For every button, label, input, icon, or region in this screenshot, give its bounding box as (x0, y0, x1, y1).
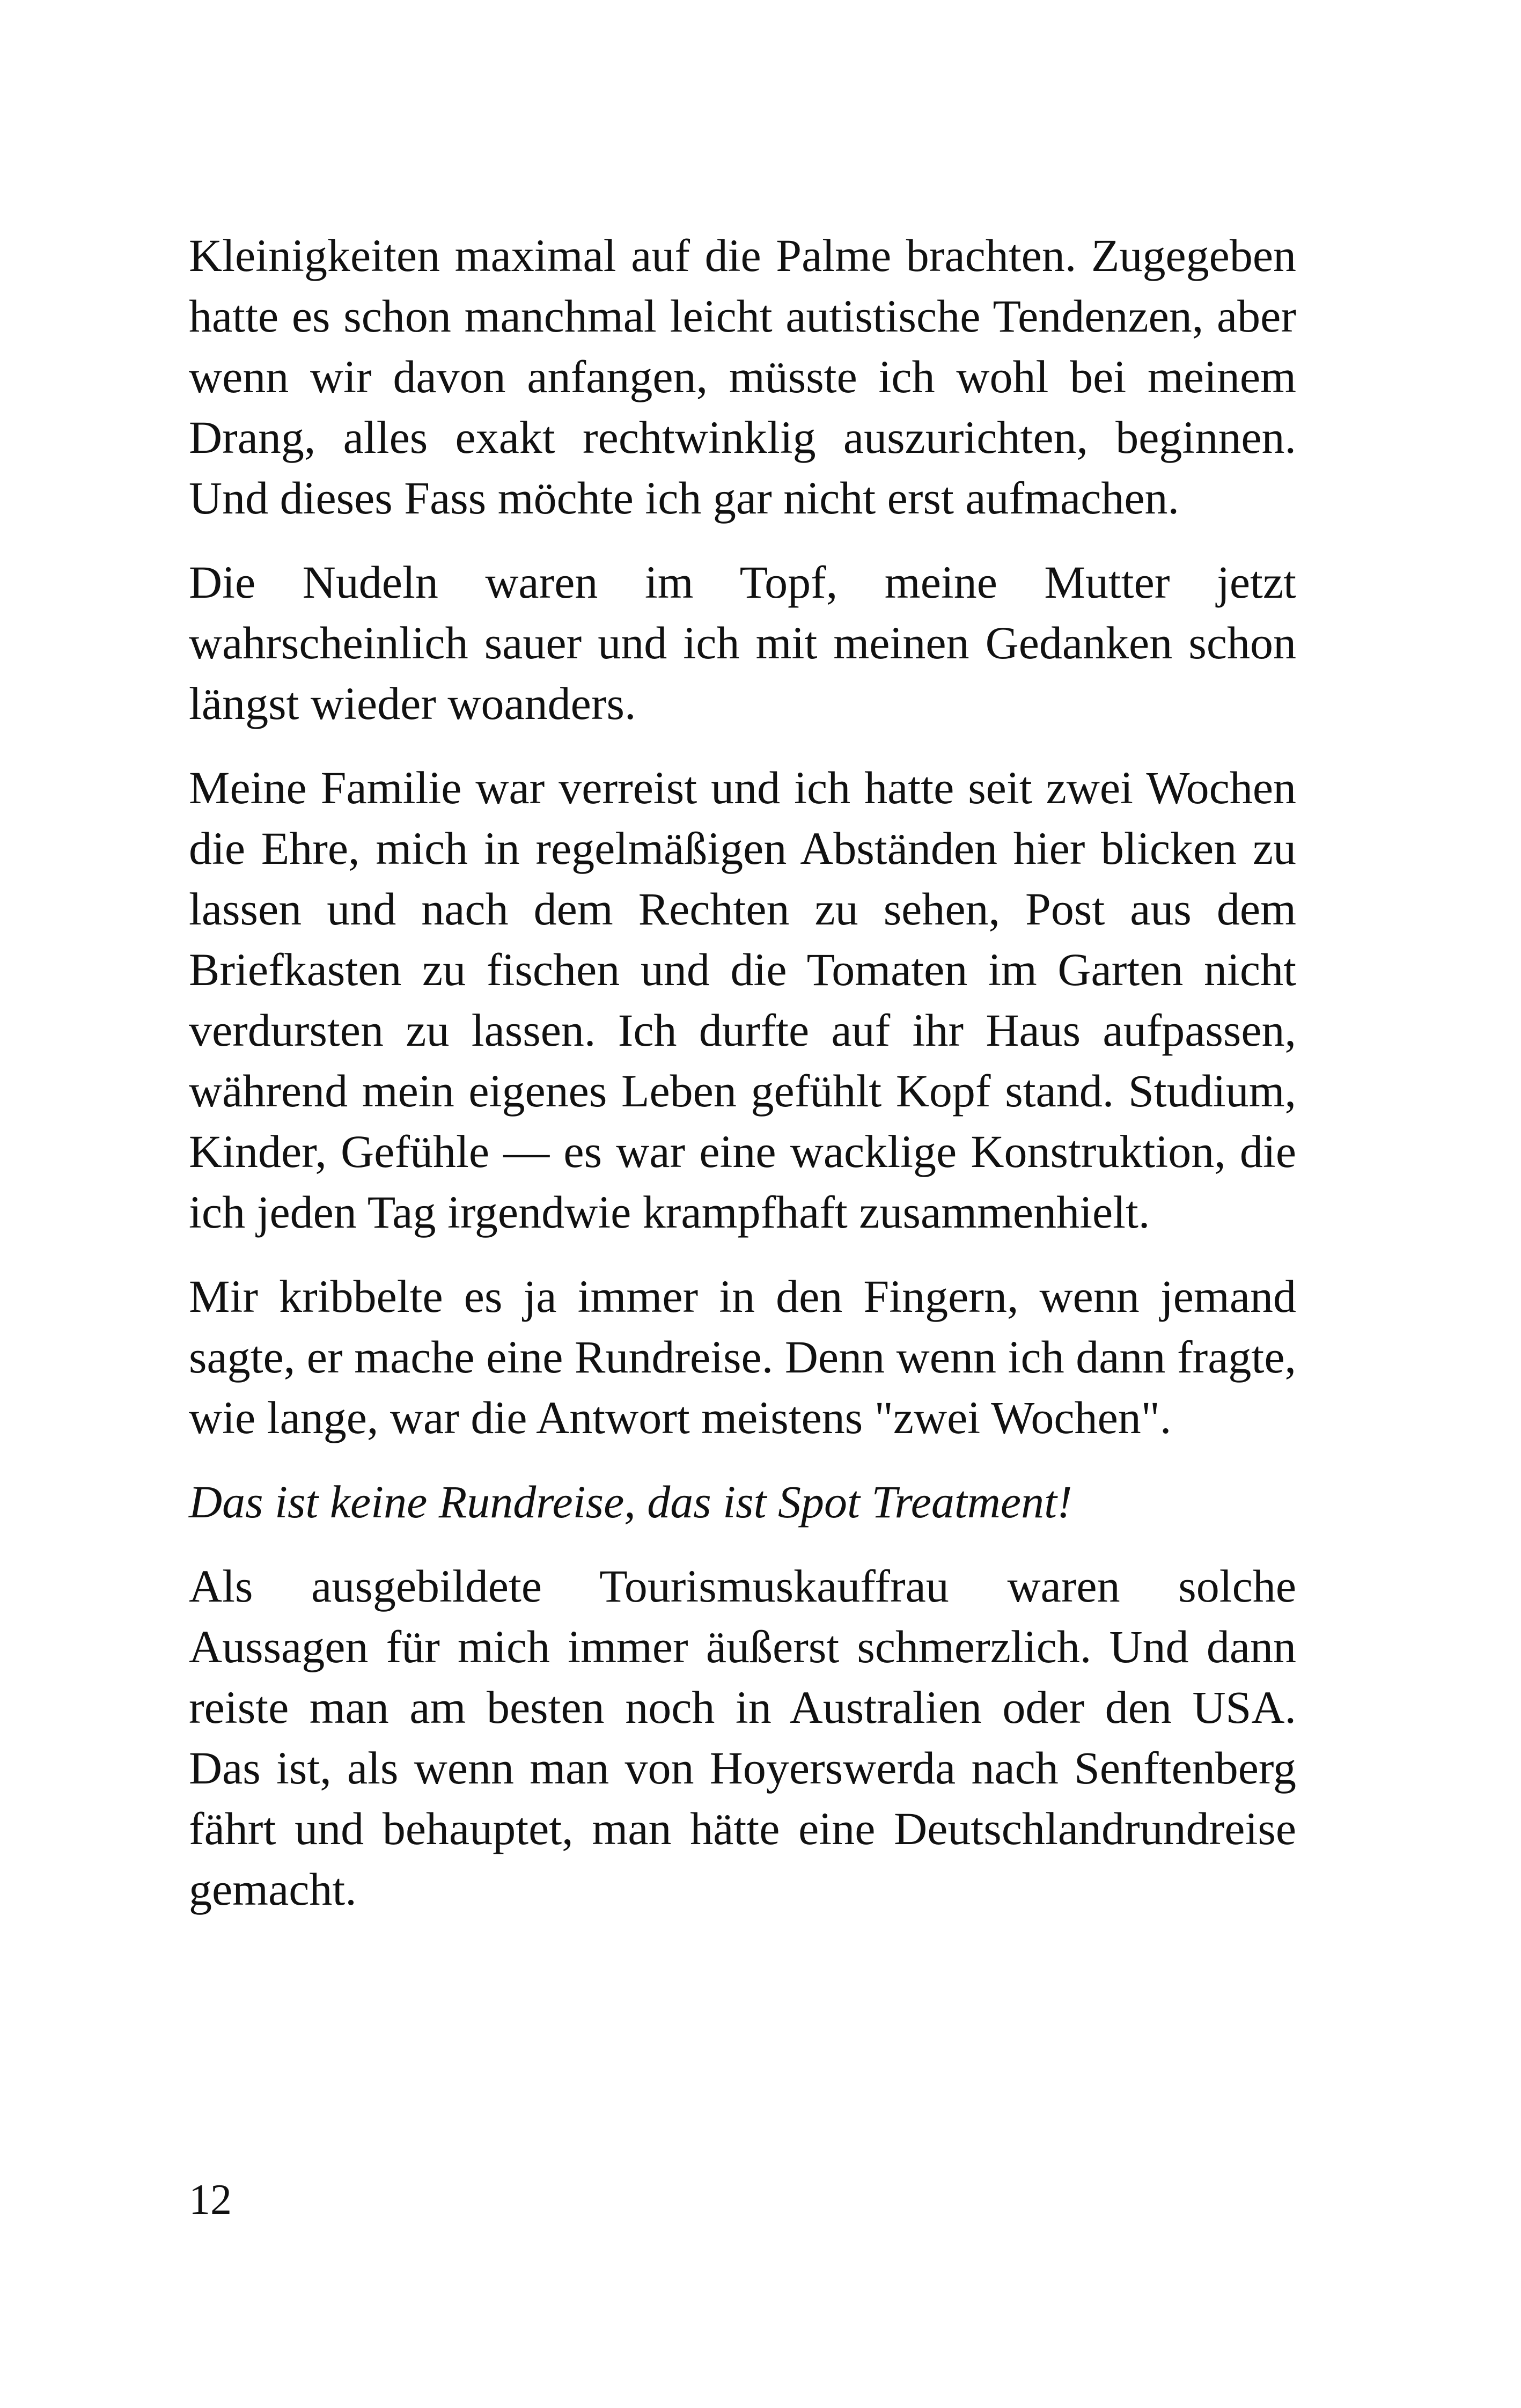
paragraph-2: Die Nudeln waren im Topf, meine Mutter jetzt wahrscheinlich sauer und ich mit meinen Gedanken schon längst wieder woanders. (189, 556, 1296, 729)
page-number: 12 (189, 2176, 232, 2223)
italic-remark: Das ist keine Rundreise, das ist Spot Treatment! (189, 1476, 1072, 1528)
paragraph-4: Mir kribbelte es ja immer in den Fingern, wenn jemand sagte, er mache eine Rundreise. Denn wenn ich dann fragte, wie lange, war die Antwort meistens "zwei Wochen". (189, 1271, 1296, 1443)
paragraph-1: Kleinigkeiten maximal auf die Palme brachten. Zugegeben hatte es schon manchmal leicht autistische Tendenzen, aber wenn wir davon anfangen, müsste ich wohl bei meinem Drang, alles exakt rechtwinklig auszurichten, beginnen. Und dieses Fass möchte ich gar nicht erst aufmachen. (189, 230, 1296, 524)
body-text (189, 225, 1296, 1920)
paragraph-3: Meine Familie war verreist und ich hatte seit zwei Wochen die Ehre, mich in regelmäßigen Abständen hier blicken zu lassen und nach dem Rechten zu sehen, Post aus dem Briefkasten zu fischen und die Tomaten im Garten nicht verdursten zu lassen. Ich durfte auf ihr Haus aufpassen, während mein eigenes Leben gefühlt Kopf stand. Studium, Kinder, Gefühle — es war eine wacklige Konstruktion, die ich jeden Tag irgendwie krampfhaft zusammenhielt. (189, 762, 1296, 1238)
paragraph-6: Als ausgebildete Tourismuskauffrau waren solche Aussagen für mich immer äußerst schmerzlich. Und dann reiste man am besten noch in Australien oder den USA. Das ist, als wenn man von Hoyerswerda nach Senftenberg fährt und behauptet, man hätte eine Deutschlandrundreise gemacht. (189, 1560, 1296, 1915)
